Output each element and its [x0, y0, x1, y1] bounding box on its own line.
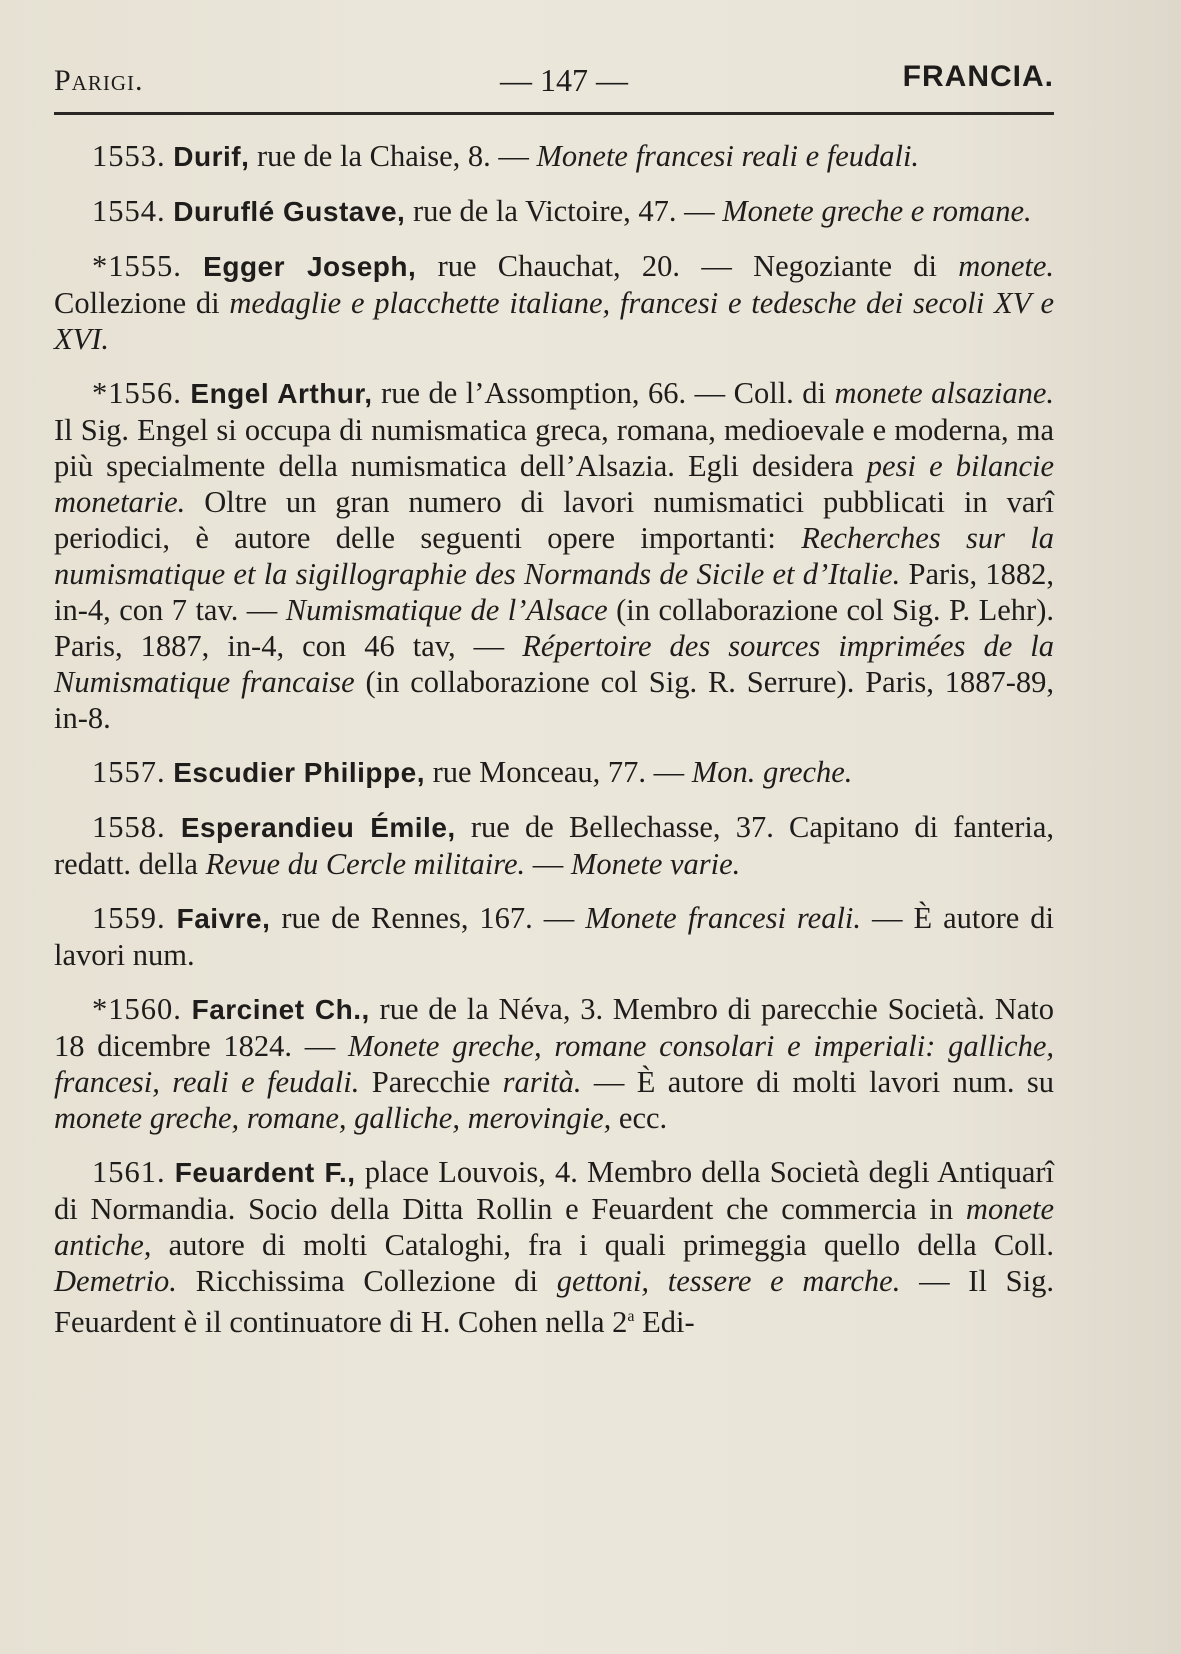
- entry-name: Farcinet Ch.,: [191, 994, 370, 1025]
- entry-number: *1555.: [92, 249, 182, 283]
- entry-italic: Monete greche, romane consolari e imperiali: galliche, francesi, reali e feudali.: [54, 1029, 1054, 1099]
- entry-text: (in collaborazione col Sig. R. Serrure). Paris, 1887-89, in-8.: [54, 665, 1054, 735]
- entry-text: Parecchie: [359, 1065, 503, 1099]
- entry-text: — È autore di lavori num.: [54, 901, 1054, 972]
- entry-text: rue Monceau, 77. —: [424, 755, 692, 789]
- entry-italic: rarità.: [502, 1065, 582, 1099]
- entry-text: place Louvois, 4. Membro della Società degli Antiquarî di Normandia. Socio della Ditta Rollin e Feuardent che commercia in: [54, 1155, 1054, 1226]
- entry-italic: Revue du Cercle militaire.: [205, 847, 526, 881]
- entry-italic: monete.: [958, 249, 1054, 283]
- entry-italic: monete greche, romane, galliche, merovingie,: [54, 1101, 612, 1135]
- entry-1557: [54, 754, 1054, 791]
- entry-name: Duruflé Gustave,: [173, 196, 406, 227]
- entry-text: Oltre un gran numero di lavori numismatici pubblicati in varî periodici, è autore delle seguenti opere importanti:: [54, 485, 1054, 555]
- entry-text: —: [525, 847, 571, 881]
- entry-italic: Demetrio.: [54, 1264, 177, 1298]
- entry-text: Il Sig. Engel si occupa di numismatica greca, romana, medioevale e moderna, ma più specialmente della numismatica dell’Alsazia. Egli desidera: [54, 413, 1054, 483]
- entry-text: rue de la Néva, 3. Membro di parecchie Società. Nato 18 dicembre 1824. —: [54, 992, 1055, 1063]
- entry-1555: [54, 248, 1054, 357]
- entry-number: *1560.: [92, 992, 182, 1026]
- entry-number: 1558.: [92, 810, 166, 844]
- entry-number: 1554.: [92, 194, 166, 228]
- entry-text: Ricchissima Collezione di: [176, 1264, 557, 1298]
- entry-italic: monete antiche,: [54, 1192, 1054, 1262]
- entry-number: 1557.: [92, 755, 166, 789]
- entry-name: Faivre,: [176, 903, 271, 934]
- entry-1560: [54, 991, 1054, 1136]
- entry-text: rue de l’Assomption, 66. — Coll. di: [372, 376, 835, 410]
- entry-text: rue de Rennes, 167. —: [270, 901, 586, 935]
- entry-text: rue de Bellechasse, 37. Capitano di fanteria, redatt. della: [54, 810, 1054, 881]
- entry-1561: [54, 1154, 1054, 1340]
- entry-name: Egger Joseph,: [203, 251, 417, 282]
- entry-text: rue de la Victoire, 47. —: [405, 194, 723, 228]
- entry-italic: Monete francesi reali e feudali.: [536, 139, 920, 173]
- directory-list: [54, 138, 1054, 1358]
- entry-italic: Recherches sur la numismatique et la sigillographie des Normands de Sicile et d’Italie.: [54, 521, 1054, 591]
- entry-name: Esperandieu Émile,: [180, 812, 456, 843]
- running-header: [54, 58, 1054, 104]
- entry-number: *1556.: [92, 376, 182, 410]
- entry-name: Durif,: [173, 141, 250, 172]
- entry-name: Engel Arthur,: [190, 378, 373, 409]
- entry-text: Edi-: [634, 1305, 695, 1340]
- entry-italic: Répertoire des sources imprimées de la Numismatique francaise: [54, 629, 1054, 699]
- entry-number: 1559.: [92, 901, 166, 935]
- entry-number: 1553.: [92, 139, 166, 173]
- entry-text: rue de la Chaise, 8. —: [249, 139, 537, 173]
- page-number: — 147 —: [500, 62, 628, 98]
- entry-1559: [54, 900, 1054, 973]
- entry-italic: Monete francesi reali.: [585, 901, 862, 935]
- entry-italic: medaglie e placchette italiane, francesi e tedesche dei secoli XV e XVI.: [54, 286, 1054, 356]
- header-rule: [54, 112, 1054, 115]
- entry-italic: pesi e bilancie monetarie.: [54, 449, 1054, 519]
- entry-1553: [54, 138, 1054, 175]
- entry-italic: monete alsaziane.: [834, 376, 1054, 410]
- entry-1554: [54, 193, 1054, 230]
- entry-name: Feuardent F.,: [174, 1157, 356, 1188]
- superscript: a: [627, 1308, 635, 1325]
- entry-text: Collezione di: [54, 286, 230, 320]
- entry-number: 1561.: [92, 1155, 166, 1189]
- entry-name: Escudier Philippe,: [173, 757, 425, 788]
- entry-italic: gettoni, tessere e marche.: [556, 1264, 901, 1298]
- header-city: Parigi.: [54, 64, 144, 97]
- entry-1558: [54, 809, 1054, 882]
- entry-italic: Monete greche e romane.: [722, 194, 1032, 228]
- entry-text: ecc.: [611, 1101, 668, 1135]
- entry-text: autore di molti Cataloghi, fra i quali primeggia quello della Coll.: [151, 1228, 1054, 1262]
- entry-italic: Mon. greche.: [691, 755, 853, 789]
- entry-text: — Il Sig. Feuardent è il continuatore di H. Cohen nella 2: [54, 1264, 1054, 1340]
- entry-1556: [54, 375, 1054, 736]
- entry-italic: Monete varie.: [570, 847, 741, 881]
- entry-text: — È autore di molti lavori num. su: [581, 1065, 1054, 1099]
- entry-text: (in collaborazione col Sig. P. Lehr). Paris, 1887, in-4, con 46 tav, —: [54, 593, 1054, 663]
- header-country: FRANCIA.: [902, 60, 1054, 93]
- entry-text: Paris, 1882, in-4, con 7 tav. —: [54, 557, 1055, 627]
- entry-italic: Numismatique de l’Alsace: [285, 593, 608, 627]
- entry-text: rue Chauchat, 20. — Negoziante di: [416, 249, 959, 283]
